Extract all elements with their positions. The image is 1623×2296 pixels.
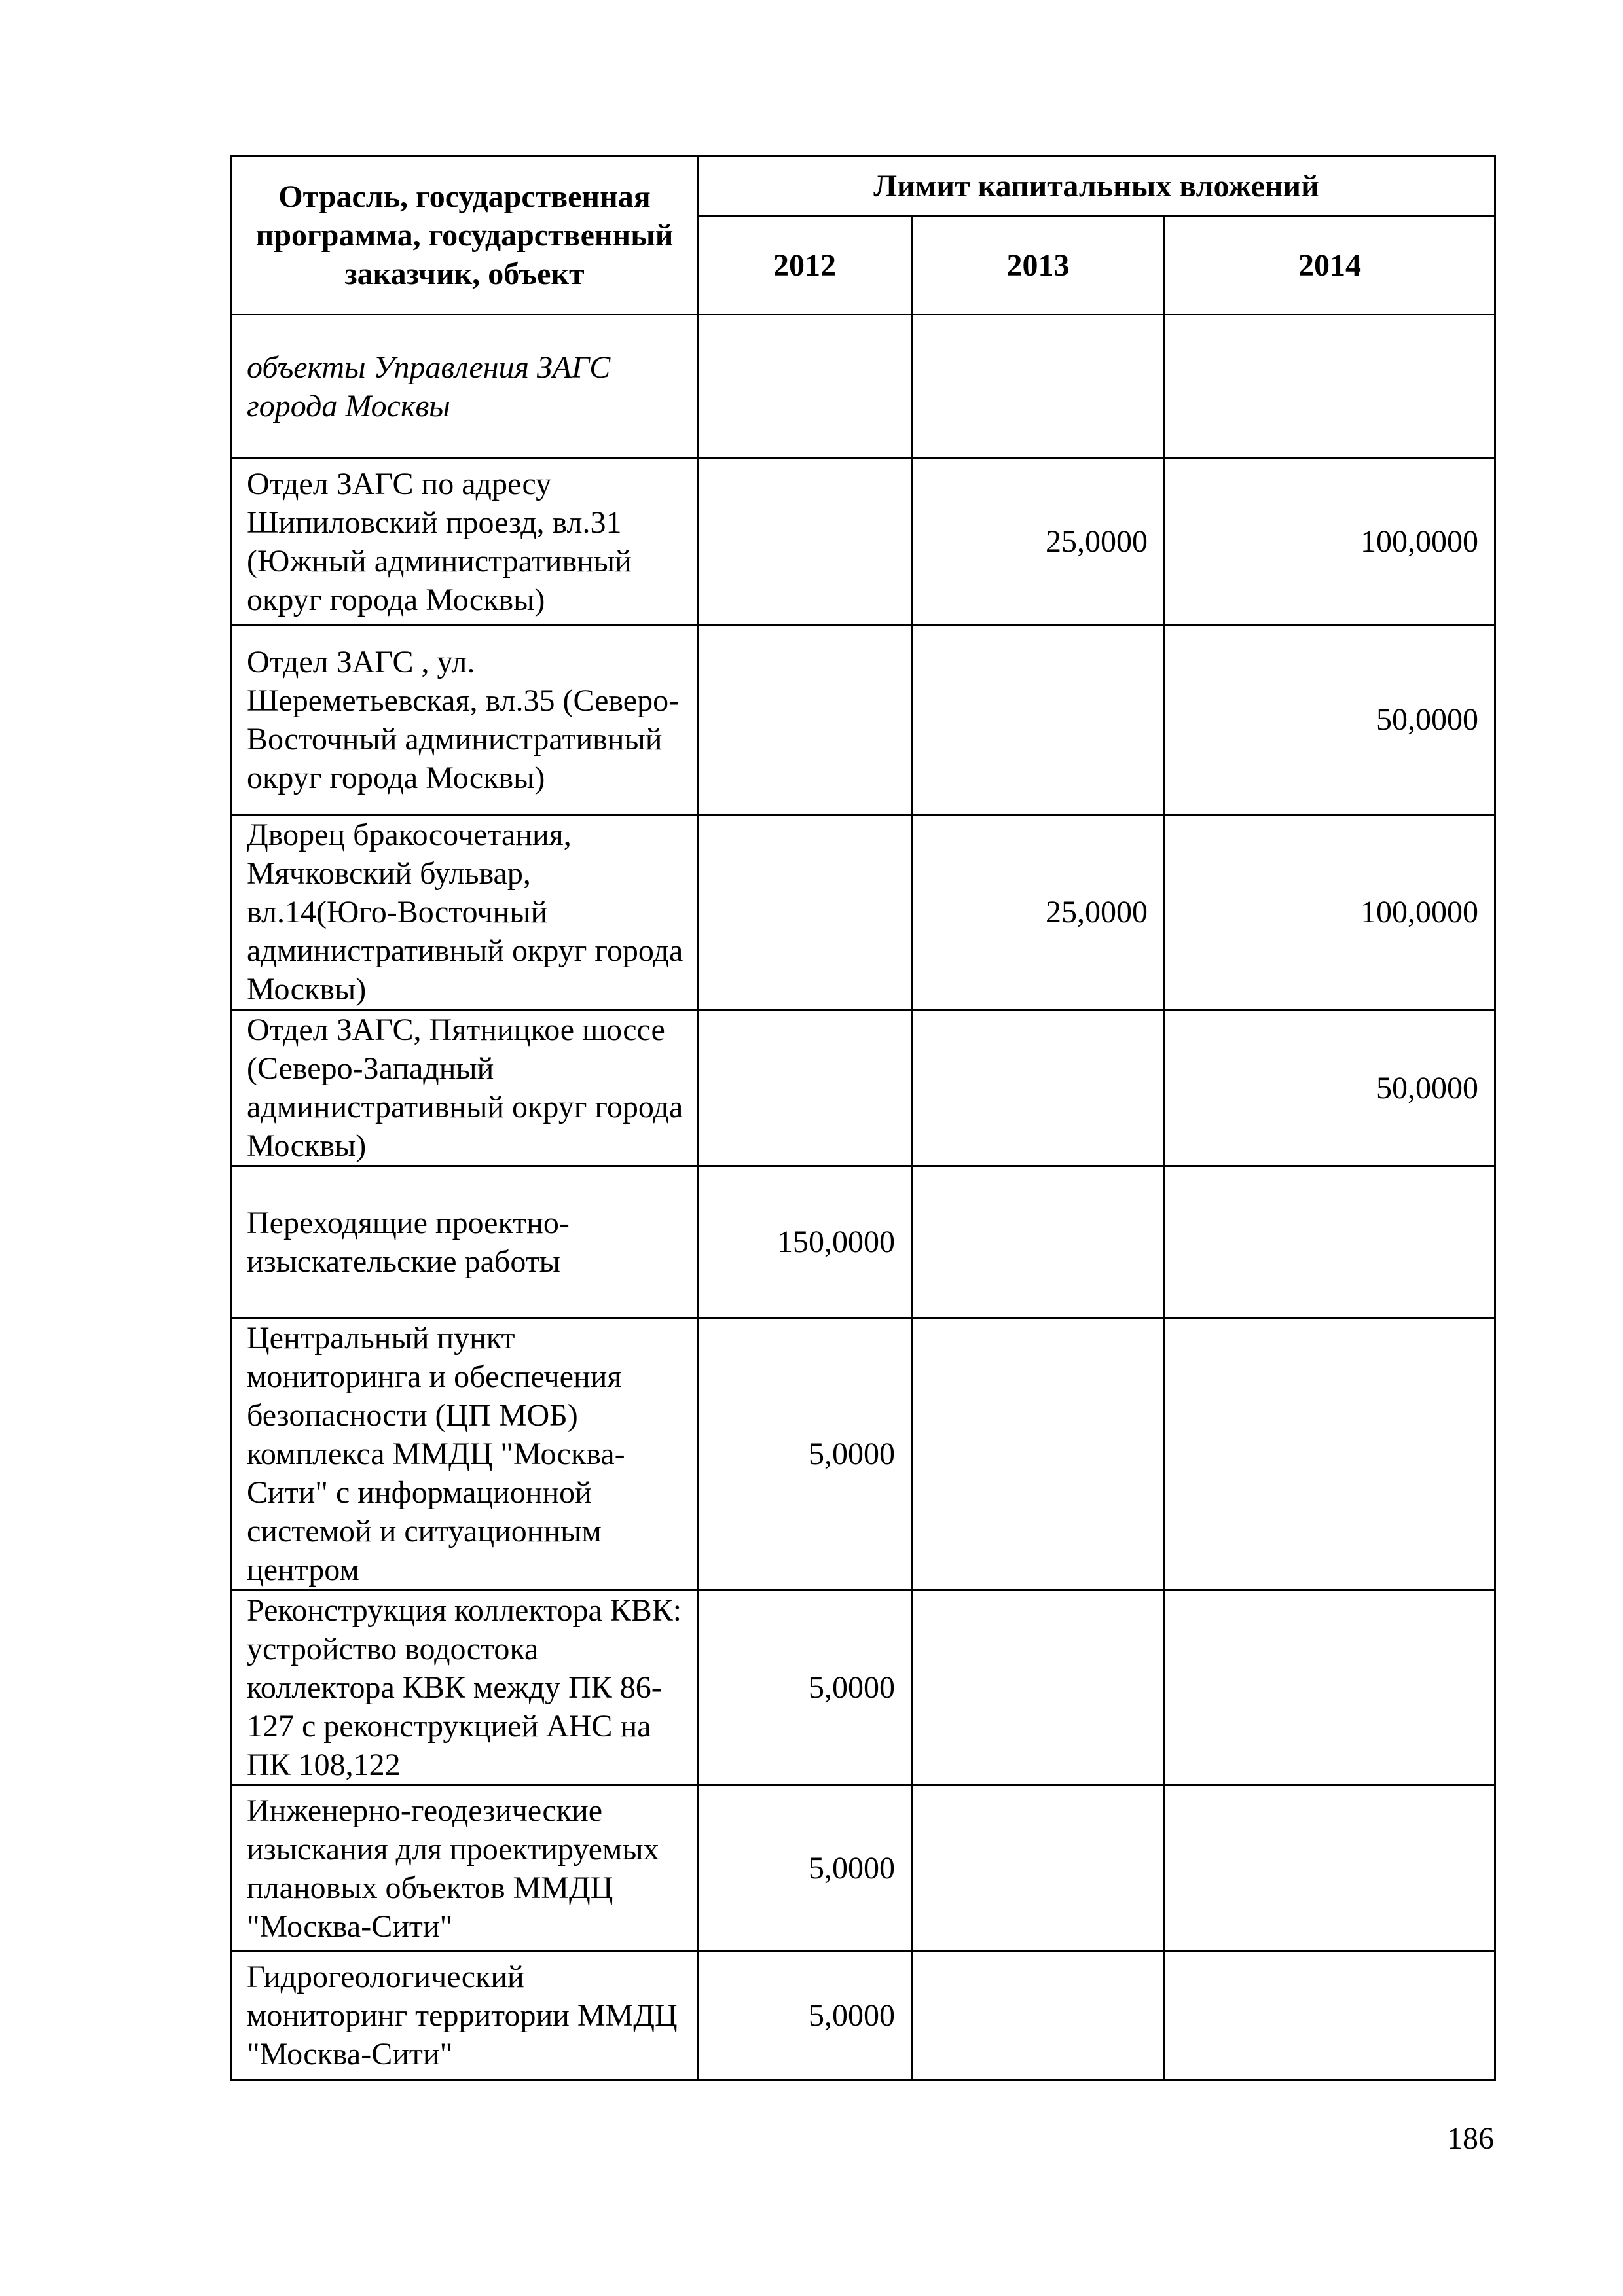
table-row [232,1166,1495,1318]
header-name-column: Отрасль, государственная программа, государственный заказчик, объект [232,156,698,315]
table-row [232,1590,1495,1785]
row-value-2014 [1165,1785,1495,1952]
row-value-2012 [698,815,912,1010]
row-name: Отдел ЗАГС , ул. Шереметьевская, вл.35 (Северо-Восточный административный округ города Москвы) [232,625,698,815]
row-value-2013 [912,1590,1165,1785]
row-value-2012 [698,625,912,815]
row-value-2013 [912,315,1165,459]
header-limit-group: Лимит капитальных вложений [698,156,1495,217]
row-value-2014 [1165,1318,1495,1590]
table-row [232,459,1495,625]
row-value-2012: 150,0000 [698,1166,912,1318]
row-value-2012 [698,315,912,459]
row-value-2013 [912,1952,1165,2080]
row-value-2014: 50,0000 [1165,1010,1495,1166]
header-year-2012: 2012 [698,217,912,315]
row-name: Центральный пункт мониторинга и обеспечения безопасности (ЦП МОБ) комплекса ММДЦ "Москва-Сити" с информационной системой и ситуационным центром [232,1318,698,1590]
row-value-2013 [912,1166,1165,1318]
table-header-row [232,156,1495,217]
row-value-2013 [912,1785,1165,1952]
header-year-2014: 2014 [1165,217,1495,315]
table-row [232,315,1495,459]
row-name: Реконструкция коллектора КВК: устройство водостока коллектора КВК между ПК 86-127 с реконструкцией АНС на ПК 108,122 [232,1590,698,1785]
table-row [232,1010,1495,1166]
row-name: Переходящие проектно-изыскательские работы [232,1166,698,1318]
row-name: Дворец бракосочетания, Мячковский бульвар, вл.14(Юго-Восточный административный округ города Москвы) [232,815,698,1010]
row-value-2014: 100,0000 [1165,815,1495,1010]
row-name: Отдел ЗАГС, Пятницкое шоссе (Северо-Западный административный округ города Москвы) [232,1010,698,1166]
row-value-2012: 5,0000 [698,1590,912,1785]
row-value-2014: 50,0000 [1165,625,1495,815]
row-value-2012: 5,0000 [698,1952,912,2080]
row-value-2013: 25,0000 [912,815,1165,1010]
row-value-2012 [698,1010,912,1166]
row-value-2013 [912,1010,1165,1166]
row-value-2014 [1165,1590,1495,1785]
row-name: Отдел ЗАГС по адресу Шипиловский проезд, вл.31 (Южный административный округ города Москвы) [232,459,698,625]
table-row [232,1785,1495,1952]
capital-investment-table [230,155,1496,2081]
row-value-2012: 5,0000 [698,1785,912,1952]
row-value-2014 [1165,1166,1495,1318]
header-year-2013: 2013 [912,217,1165,315]
page-number: 186 [1447,2121,1494,2156]
row-value-2014 [1165,1952,1495,2080]
table-row [232,1318,1495,1590]
row-name: объекты Управления ЗАГС города Москвы [232,315,698,459]
row-value-2013 [912,1318,1165,1590]
row-value-2013: 25,0000 [912,459,1165,625]
table-row [232,815,1495,1010]
row-value-2014: 100,0000 [1165,459,1495,625]
table-row [232,1952,1495,2080]
row-name: Инженерно-геодезические изыскания для проектируемых плановых объектов ММДЦ "Москва-Сити" [232,1785,698,1952]
row-name: Гидрогеологический мониторинг территории ММДЦ "Москва-Сити" [232,1952,698,2080]
row-value-2014 [1165,315,1495,459]
row-value-2012 [698,459,912,625]
row-value-2013 [912,625,1165,815]
table-row [232,625,1495,815]
row-value-2012: 5,0000 [698,1318,912,1590]
